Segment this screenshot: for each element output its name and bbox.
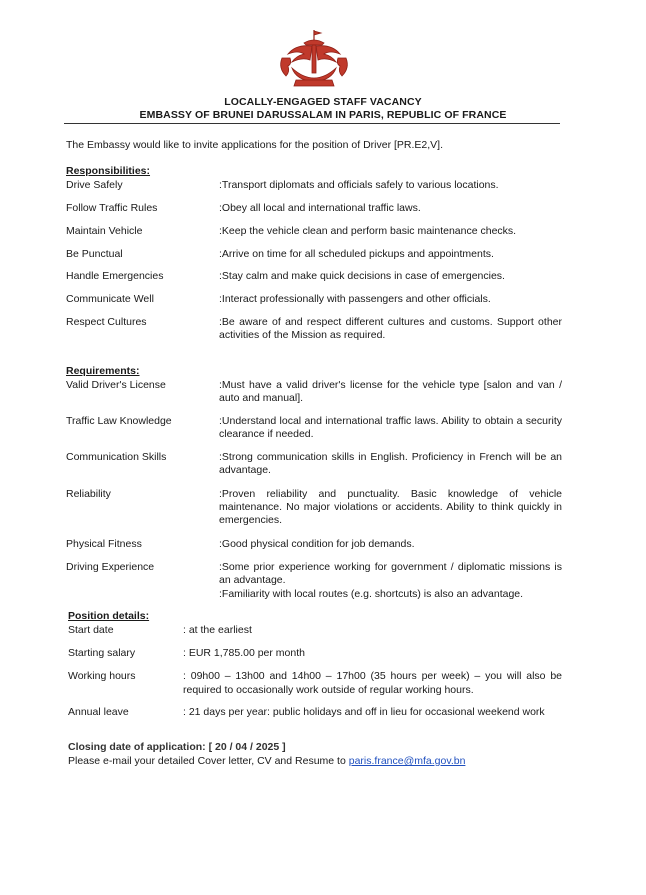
email-instruction-text: Please e-mail your detailed Cover letter, CV and Resume to [68,755,349,767]
responsibility-label: Follow Traffic Rules [66,202,158,214]
requirements-heading: Requirements: [66,365,140,377]
closing-date: Closing date of application: [ 20 / 04 / 2025 ] [68,741,286,753]
responsibility-label: Drive Safely [66,179,123,191]
requirement-text: :Good physical condition for job demands. [219,538,415,550]
requirement-label: Driving Experience [66,561,155,573]
position-detail-label: Start date [68,624,114,636]
brunei-crest-emblem [274,28,354,90]
intro-text: The Embassy would like to invite applications for the position of Driver [PR.E2,V]. [66,139,444,151]
position-detail-label: Annual leave [68,706,129,718]
responsibility-text: :Arrive on time for all scheduled pickups and appointments. [219,248,494,260]
requirement-text: :Must have a valid driver's license for the vehicle type [salon and van / auto and manual]. [219,379,562,404]
contact-email-link[interactable]: paris.france@mfa.gov.bn [348,755,466,767]
requirement-text: :Strong communication skills in English. Proficiency in French will be an advantage. [219,451,562,476]
requirement-label: Valid Driver's License [66,379,166,391]
vacancy-title: LOCALLY-ENGAGED STAFF VACANCY [224,96,422,108]
responsibility-text: :Keep the vehicle clean and perform basic maintenance checks. [219,225,517,237]
responsibility-text: :Transport diplomats and officials safely to various locations. [219,179,499,191]
embassy-subtitle: EMBASSY OF BRUNEI DARUSSALAM IN PARIS, REPUBLIC OF FRANCE [139,109,507,121]
header-divider [64,123,560,124]
requirement-text: :Proven reliability and punctuality. Basic knowledge of vehicle maintenance. No major violations or accidents. Ability to think quickly in emergencies. [219,488,562,526]
responsibility-label: Handle Emergencies [66,270,164,282]
position-details-heading: Position details: [68,610,150,622]
position-detail-label: Starting salary [68,647,136,659]
responsibility-label: Be Punctual [66,248,123,260]
responsibility-text: :Be aware of and respect different cultures and customs. Support other activities of the Mission as required. [219,316,562,341]
position-detail-text: : 09h00 – 13h00 and 14h00 – 17h00 (35 hours per week) – you will also be required to occasionally work outside of regular working hours. [183,670,562,696]
responsibility-text: :Interact professionally with passengers and other officials. [219,293,491,305]
requirement-label: Reliability [66,488,111,500]
responsibility-label: Maintain Vehicle [66,225,143,237]
requirement-label: Communication Skills [66,451,167,463]
requirement-text: :Understand local and international traffic laws. Ability to obtain a security clearance if needed. [219,415,562,440]
requirement-text: :Familiarity with local routes (e.g. shortcuts) is also an advantage. [219,588,524,600]
position-detail-text: : 21 days per year: public holidays and off in lieu for occasional weekend work [183,706,545,718]
responsibility-text: :Obey all local and international traffic laws. [219,202,421,214]
requirement-text: :Some prior experience working for government / diplomatic missions is an advantage. [219,561,562,586]
position-detail-text: : at the earliest [183,624,252,636]
responsibility-label: Respect Cultures [66,316,147,328]
position-detail-text: : EUR 1,785.00 per month [183,647,305,659]
requirement-label: Physical Fitness [66,538,142,550]
position-detail-label: Working hours [68,670,136,682]
requirement-label: Traffic Law Knowledge [66,415,172,427]
responsibility-text: :Stay calm and make quick decisions in case of emergencies. [219,270,505,282]
application-instructions [68,755,465,767]
responsibility-label: Communicate Well [66,293,154,305]
responsibilities-heading: Responsibilities: [66,165,151,177]
